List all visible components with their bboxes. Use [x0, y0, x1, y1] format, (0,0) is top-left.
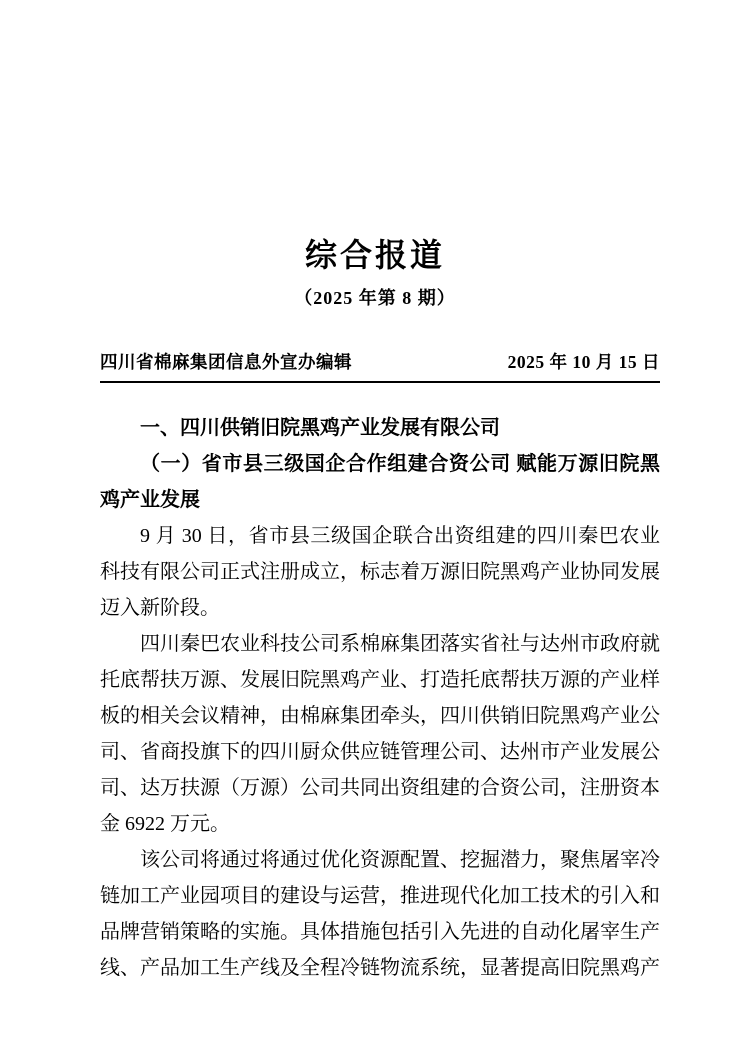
issue-number: （2025 年第 8 期）	[294, 288, 456, 308]
sub-heading: （一）省市县三级国企合作组建合资公司 赋能万源旧院黑鸡产业发展	[100, 453, 660, 511]
body-paragraph: 四川秦巴农业科技公司系棉麻集团落实省社与达州市政府就托底帮扶万源、发展旧院黑鸡产业、打造托底帮扶万源的产业样板的相关会议精神，由棉麻集团牵头，四川供销旧院黑鸡产业公司、省商投旗下的四川厨众供应链管理公司、达州市产业发展公司、达万扶源（万源）公司共同出资组建的合资公司，注册资本金 6922 万元。	[100, 633, 660, 835]
body-paragraph: 9 月 30 日，省市县三级国企联合出资组建的四川秦巴农业科技有限公司正式注册成立，标志着万源旧院黑鸡产业协同发展迈入新阶段。	[100, 525, 660, 619]
document-title: 综合报道	[304, 237, 445, 273]
editor-row	[100, 349, 660, 383]
body-paragraph: 该公司将通过将通过优化资源配置、挖掘潜力，聚焦屠宰冷链加工产业园项目的建设与运营，推进现代化加工技术的引入和品牌营销策略的实施。具体措施包括引入先进的自动化屠宰生产线、产品加工生产线及全程冷链物流系统，显著提高旧院黑鸡产	[100, 849, 660, 979]
section-heading: 一、四川供销旧院黑鸡产业发展有限公司	[140, 417, 500, 439]
publish-date: 2025 年 10 月 15 日	[507, 352, 660, 372]
document-body	[100, 410, 660, 986]
editor-credit: 四川省棉麻集团信息外宣办编辑	[100, 352, 352, 372]
